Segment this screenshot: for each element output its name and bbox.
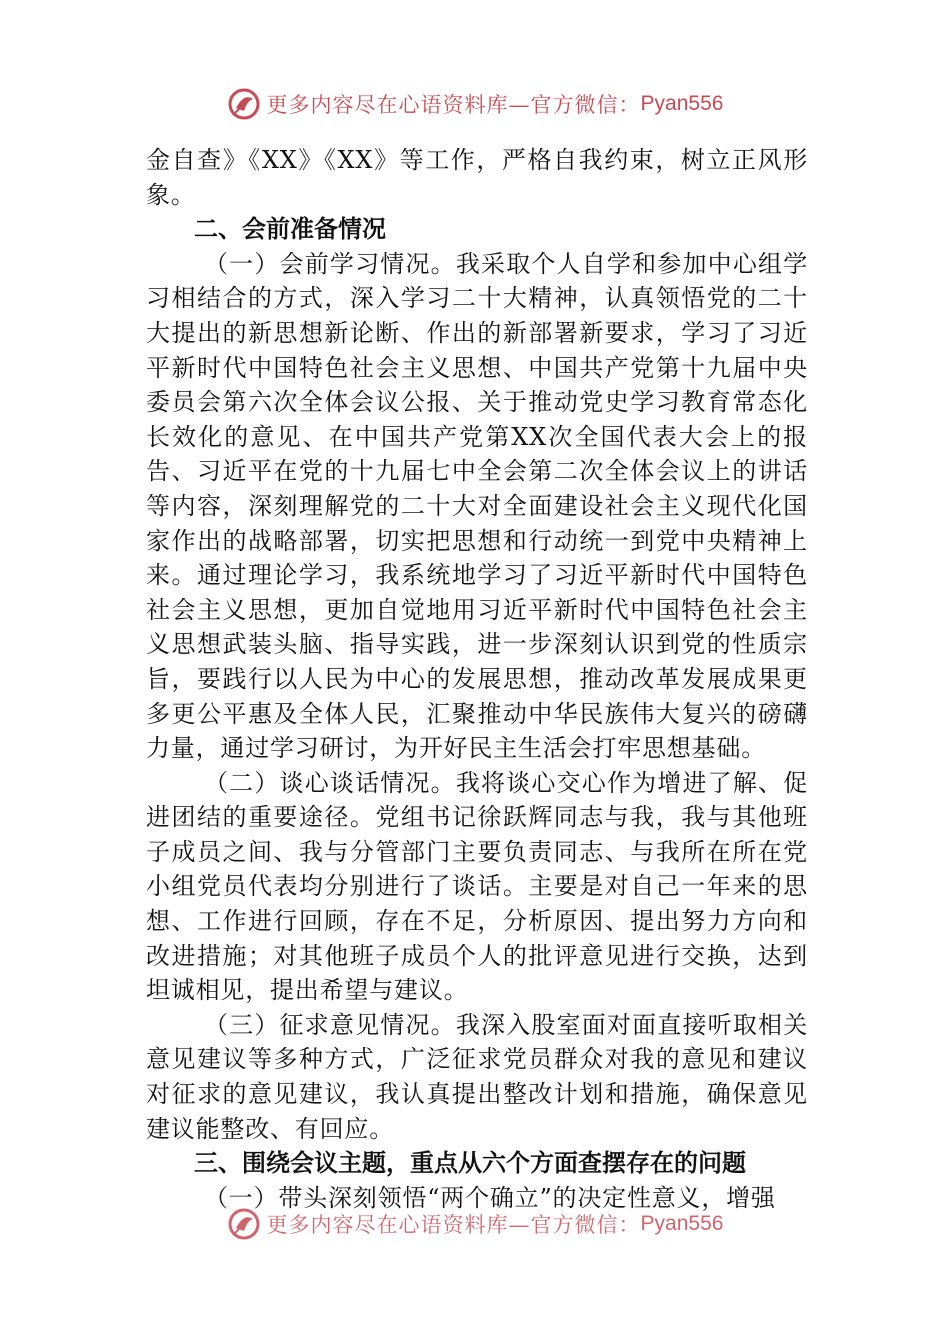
watermark-id: Pyan556 — [640, 1212, 724, 1235]
watermark-text: 更多内容尽在心语资料库—官方微信： — [266, 93, 641, 117]
watermark-id: Pyan556 — [640, 92, 724, 115]
paragraph-opinions: （三）征求意见情况。我深入股室面对面直接听取相关意见建议等多种方式，广泛征求党员群众对我的意见和建议对征求的意见建议，我认真提出整改计划和措施，确保意见建议能整改、有回应。 — [146, 1010, 808, 1143]
paragraph-study: （一）会前学习情况。我采取个人自学和参加中心组学习相结合的方式，深入学习二十大精神，认真领悟党的二十大提出的新思想新论断、作出的新部署新要求，学习了习近平新时代中国特色社会主义思想、中国共产党第十九届中央委员会第六次全体会议公报、关于推动党史学习教育常态化长效化的意见、在中国共产党第XX次全国代表大会上的报告、习近平在党的十九届七中全会第二次全体会议上的讲话等内容，深刻理解党的二十大对全面建设社会主义现代化国家作出的战略部署，切实把思想和行动统一到党中央精神上来。通过理论学习，我系统地学习了习近平新时代中国特色社会主义思想，更加自觉地用习近平新时代中国特色社会主义思想武装头脑、指导实践，进一步深刻认识到党的性质宗旨，要践行以人民为中心的发展思想，推动改革发展成果更多更公平惠及全体人民，汇聚推动中华民族伟大复兴的磅礴力量，通过学习研讨，为开好民主生活会打牢思想基础。 — [146, 249, 808, 763]
section-heading-3: 三、围绕会议主题，重点从六个方面查摆存在的问题 — [194, 1149, 746, 1178]
watermark-header — [0, 84, 950, 124]
watermark-text: 更多内容尽在心语资料库—官方微信： — [266, 1213, 641, 1237]
paragraph-continued: 金自查》《XX》《XX》等工作，严格自我约束，树立正风形象。 — [146, 146, 808, 209]
logo-icon — [227, 87, 261, 121]
paragraph-item-1: （一）带头深刻领悟“两个确立”的决定性意义，增强 — [204, 1183, 776, 1212]
paragraph-talks: （二）谈心谈话情况。我将谈心交心作为增进了解、促进团结的重要途径。党组书记徐跃辉同志与我，我与其他班子成员之间、我与分管部门主要负责同志、与我所在所在党小组党员代表均分别进行了谈话。主要是对自己一年来的思想、工作进行回顾，存在不足，分析原因、提出努力方向和改进措施；对其他班子成员个人的批评意见进行交换，达到坦诚相见，提出希望与建议。 — [146, 768, 808, 1005]
document-body — [146, 143, 808, 1215]
section-heading-2: 二、会前准备情况 — [194, 215, 386, 244]
logo-icon — [227, 1207, 261, 1241]
watermark-footer — [0, 1204, 950, 1244]
